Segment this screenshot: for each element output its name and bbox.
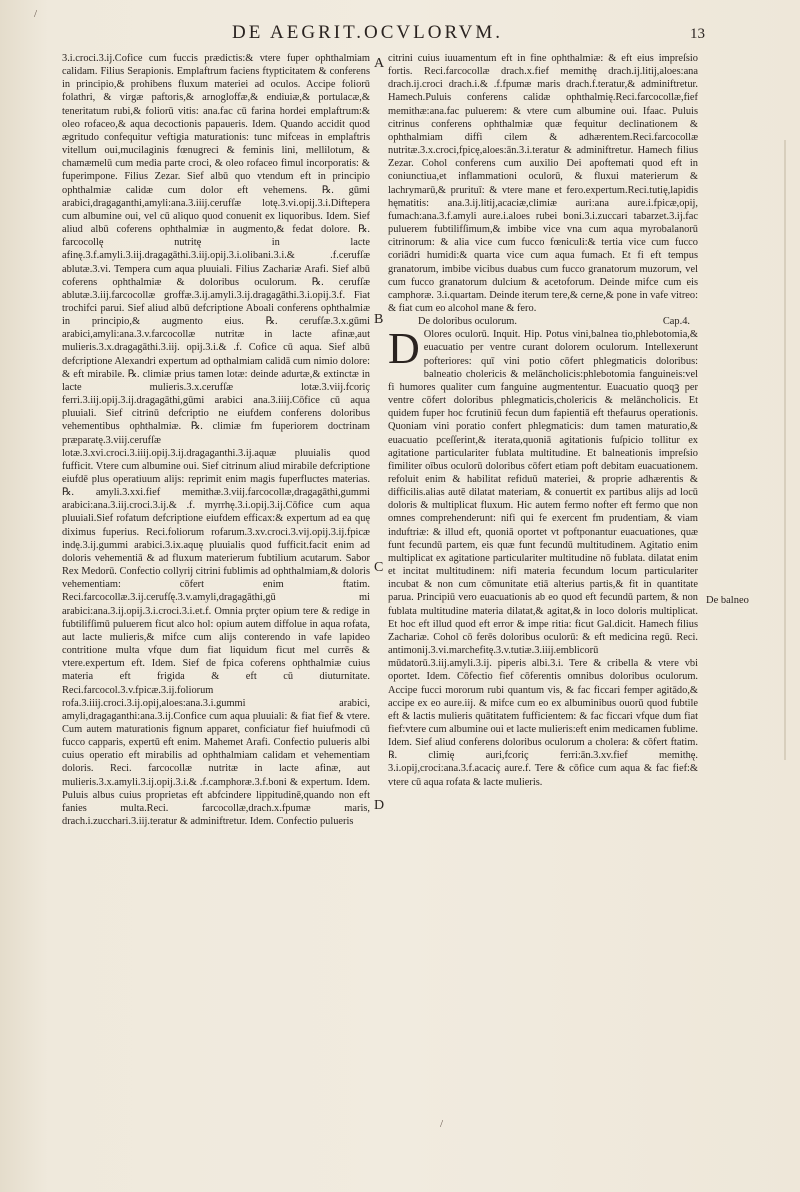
left-text-column: [62, 52, 370, 1082]
chapter-number: Cap.4.: [662, 316, 690, 328]
right-paragraph-2: [388, 324, 698, 788]
ink-mark-top: /: [34, 8, 38, 20]
right-paragraph-2-text: Olores oculorū. Inquit. Hip. Potus vini,balnea tio,phlebotomia,& euacuatio per ventre curant dolorem oculorum. Intellexerunt pofteriores: quī vini potio cōfert phlegmaticis doloribus: balneatio cholericis & melāncholicis:phlebotomia fanguineis:vel fi humores qualiter cum fanguine augmententur. Euacuatio quoqꝫ per ventre cōfert doloribus phlegmaticis,cholericis & melāncholicis. Et quidem fuper hoc fcrutiniū fecun dum fapientiā eft thefaurus operationis. Quoniam vini poratio confert phlegmaticis: dum tamen maturatio,& euacuatio pceſſerint,& iterata,quoniā agitationis fuſpicio tollitur ex agitatione particulariter fublata multitudine. Et balneationis impreſsio fimiliter oībus oculorū doloribus cōfert etiam poft debitam euacuationem. refoluit enim & habilitat refiduū materiei, & proprie adhærentis & difficilis.alias autē dilatat materiam, & conuertit ex partibus alijs ad locū doloris & multiplicat fluxum. Hic autem fermo nofter eft fermo que non omnes comprehenderunt: nifi qui fe exercent fm prudentiam, & viam induftriæ: & illud eft, quoniā oportet vt poftponantur euacuationes, quæ funt fecundū partem, eis quæ funt fecundū multitudinem. Agitatio enim multiplicat ex agitatione particulariter multitudine nō fublata. dilatat enim et incitat multitudinem: nifi materia fecundum locum particulariter incubat & non cum cōmunitate etiā alterius partis,& fit in quantitate parua. Principiū vero euacuationis ab eo quod eft fecundū partem, & non fublata multitudine materia dilatat,& agitat,& in loco doloris multiplicat. Et hoc eft illud quod eft error & impe ritia: ficut Gal.dicit. Hamech filius Zachariæ. Cohol cō ferēs doloribus oculorū: & eft medicina regū. Reci. antimonij.3.vi.marchefitę.3.v.tutiæ.3.iiij.emblicorū mūdatorū.3.iij.amyli.3.ij. piperis albi.3.i. Tere & cribella & vtere vbi oportet. Idem. Cōfectio fief cōferentis omnibus doloribus oculorum. Accipe fucci mororum rubi quantum vis, & fac ficcari femper agitādo,& accipe ex eo aure.iij. & mifce cum eo ex albuminibus ouorū quod fubtile eft & lactis mulieris quātitatem fufficientem: & fac ficcari vfque dum fiat fief:vtere cum albumine oui et lacte mulieris:eft enim medicamen fublime. Idem. Sief aliud conferens doloribus oculorum a cholera: & cōfert ftatim. ℞. climię auri,fcoriç ferri:ān.3.xv.fief memithę. 3.i.opij,croci:ana.3.f.acaciç aure.f. Tere & cōfice cum aqua & fac fief:& vtere cū aqua rofata & lacte mulieris.: [388, 329, 698, 788]
chapter-heading: [388, 315, 698, 328]
left-column-text: 3.i.croci.3.ij.Cofice cum fuccis prædictis:& vtere fuper ophthalmiam calidam. Filius Serapionis. Emplaftrum faciens ftypticitatem & conferens in principio,& prohibens fluxum materiei ad oculos. Accipe foliorū folathri, & virgæ paftoris,& arnogloffæ,& endiuiæ,& portulacæ,& teneritatum rubi,& foliorū vitis: ana.fac cū farina hordei emplaftrum:& oleo rofaceo,& aqua decoctionis papaueris. Idem. Quando accidit quod ægritudo confequitur veftigia maturationis: tunc mifceas in emplaftris vitellum oui,mucilaginis fœnugreci & feminis lini, mellilotum, & chamæmelū cum media parte croci, & oleo rofaceo fimul incorporatis: & fuperimpone. Filius Zezar. Sief albū quo vtendum eft in principio ophthalmiæ calidæ cum dolor eft vehemens. ℞. gūmi arabici,dragaganthi,amyli:ana.3.iiij.cerufſæ lotę.3.vi.opij.3.i.Diftepera cum albumine oui, vel cū aliquo quod conuenit ex liquoribus. Idem. Sief aliud albū coferens ophthalmiæ in augmento,& fedat dolore. ℞. farcocollę nutritę in lacte afinę.3.f.amyli.3.iij.dragagāthi.3.iij.opij.3.i.olibani.3.i.& .f.cerufſæ ablutæ.3.vi. Tempera cum aqua pluuiali. Filius Zachariæ Arafi. Sief albū coferens ophthalmiæ & doloribus oculorum. ℞. cerufſæ ablutæ.3.iij.farcocollæ groffæ.3.ij.amyli.3.ij.dragagāthi.3.i.opij.3.f. Fiat trochifci parui. Sief aliud albū defcriptione Aboali conferens ophthalmiæ in principio,& augmento eius. ℞. cerufſæ.3.x.gūmi arabici,amyli:ana.3.v.farcocollæ nutritæ in lacte afinæ,aut mulieris.3.x.dragagāthi.3.iij. opij.3.i.& .f. Cofice cū aqua. Sief albū defcriptione Alexandri expertum ad opthalmiam calidā cum nimio dolore: & eft mirabile. ℞. climiæ prius tamen lotæ: deinde adurtæ,& extinctæ in lacte mulieris.3.x.cerufſæ lotæ.3.viij.fcoriç ferri.3.iij.opij.3.ij.dragagāthi,gūmi arabici ana.3.iiij.Cōfice cū aqua pluuiali. Sief citrinū defcriptio ne eiufdem conferens doloribus vehementibus ophthalmiæ. ℞. climiæ fm fuperiorem doctrinam præparatę.3.viij.cerufſæ lotæ.3.xvi.croci.3.iiij.opij.3.ij.dragaganthi.3.ij.aquæ pluuialis quod fufficit. Vtere cum albumine oui. Sief citrinum aliud mirabile defcriptione eiufdē plus operatiuum alijs: reprimit enim magis fuperfluctes materias. ℞. amyli.3.xxi.fief memithæ.3.viij.farcocollæ,dragagāthi,gummi arabici:ana.3.iij.croci.3.ij.& .f. myrrhę.3.i.opij.3.ij.Cōfice cum aqua pluuiali.Sief rofatum defcriptione eiufdem efficax:& expertum ad ea quę diximus fuperius. Reci.foliorum rofarum.3.xv.croci.3.vij.opij.3.ij.fpicæ indę.3.ij.gummi arabici.3.ix.aquę pluuialis quod fufficit.facit enim ad doloris vehementiā & ad fluxum materierum fubtilium acutarum. Sabor Rex Medorū. Confectio collyrij citrini fublimis ad ophthalmiam,& doloris vehementiam: cōfert enim ftatim. Reci.farcocollæ.3.ij.cerufſę.3.v.amyli,dragagāthi,gū mi arabici:ana.3.ij.opij.3.i.croci.3.i.et.f. Omnia prçter opium tere & redige in fubtilifſimū puluerem ficut alco hol: opium autem diffolue in aqua rofata, aut lacte mulieris,& mifce cum alijs conterendo in vafe lapideo contritione multa vfque dum fiat liquidum ficut mel currēs & vtere.expertum eft. Idem. Sief de fpica coferens ophthalmiæ cuius materia eft frigida & eft cū diuturnitate. Reci.farcocol.3.v.fpicæ.3.ij.foliorum rofa.3.iiij.croci.3.ij.opij,aloes:ana.3.i.gummi arabici, amyli,dragaganthi:ana.3.ij.Confice cum aqua pluuiali: & fiat fief & vtere. Cum autem maturationis fignum apparet, conficiatur fief huiufmodi cū fucco capparis, expertū eft enim. Mahemet Arafi. Confectio pulueris albi cuius operatio eft mirabilis ad ophthalmiam calidam et vehementiam doloris. Reci. farcocollæ nutritæ in lacte afinæ, aut mulieris.3.x.amyli.3.ij.opij.3.i.& .f.camphoræ.3.f.boni & expertum. Idem. Puluis albus cuius proprietas eft abfcindere lippitudinē,quando non eft fanies multa.Reci. farcocollæ,drach.x.fpumæ maris, drach.i.zucchari.3.iij.teratur & adminiftretur. Idem. Confectio pulueris: [62, 53, 370, 828]
running-title: DE AEGRIT.OCVLORVM.: [232, 22, 503, 43]
page-number: 13: [690, 26, 705, 42]
page-edge-shadow: [784, 140, 786, 760]
ink-mark-bottom: /: [440, 1118, 444, 1130]
right-text-column: [388, 52, 698, 1082]
chapter-title: De doloribus oculorum.: [418, 316, 517, 328]
margin-note: De balneo: [706, 595, 749, 606]
section-letter-b: B: [374, 312, 384, 327]
running-head: [0, 22, 800, 52]
right-paragraph-1: citrini cuius iuuamentum eft in fine ophthalmiæ: & eft eius impreſsio fortis. Reci.farcocollæ drach.x.fief memithę drach.ij.litij,aloes:ana drach.ij.croci drach.i.& .f.fpumæ maris drach.f.teratur,& adminiftretur. Hamech.Puluis conferens calidæ ophthalmię.Reci.farcocollæ,fief memithæ:ana.fac puluerem: & vtere cum albumine oui. Ifaac. Puluis citrinus conferens ophthalmiæ quæ fequitur declinationem & ophthalmiam diffi cilem & adhærentem.Reci.farcocollæ nutritæ.3.x.croci,fpicę,aloes:ān.3.i.teratur & adminiftretur. Hamech filius Zezar. Cohol conferens cum auxilio Dei apoftemati quod eft in coniunctiua,et inflammationi oculorū, & fluxui materierum & lachrymarū,& prurituī: & vtere mane et fero.expertum.Reci.tutię,lapidis hęmatitis: ana.3.ij.litij,acaciæ,climiæ auri:ana aure.i.fpicæ,opij, fumach:ana.3.f.amyli aure.i.aloes rubei boni.3.i.zuccari tabarzet.3.ij.fac puluerem fubtilifſimum,& imbibe vice vna cum aqua myrobalanorū citrinorum: & alia vice cum fucco fœniculi:& tertia vice cum fucco coriādri humidi:& quarta vice cum aqua fumach. Et fi eft tempus granatorum, imbibe vicibus duabus cum fucco granatorum muzorum, vel cum fucco granatorum dulcium & acetoforum. Deinde mifce cum eis camphoræ. 3.i.quartam. Deinde iterum tere,& cerne,& pone in vafe vitreo: & fiat cum eo alcohol mane & fero.: [388, 53, 698, 314]
drop-capital: D: [388, 324, 420, 374]
section-letter-a: A: [374, 56, 385, 71]
section-letter-d: D: [374, 798, 385, 813]
section-letter-c: C: [374, 560, 384, 575]
